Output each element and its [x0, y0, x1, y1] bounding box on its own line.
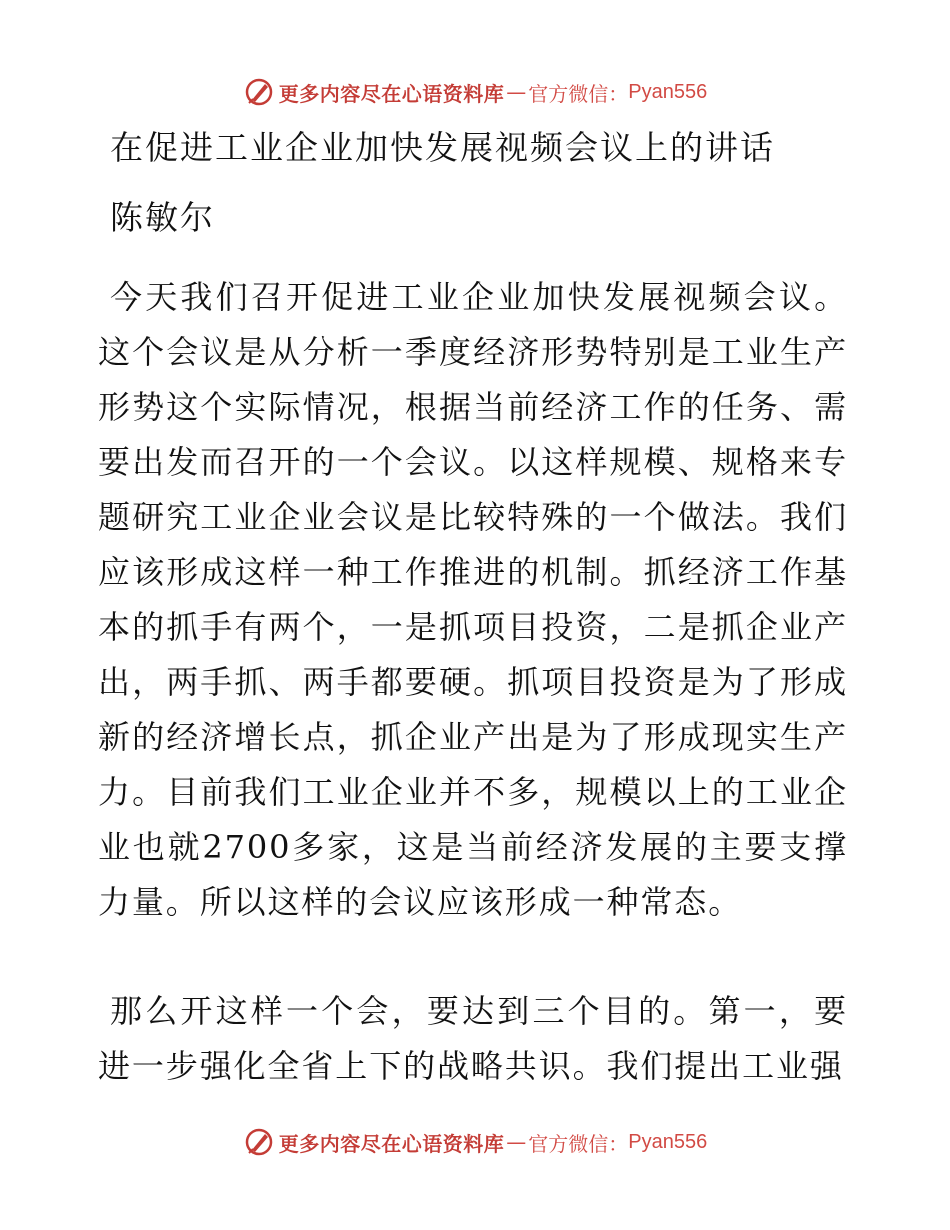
watermark-banner-top: [0, 72, 950, 112]
watermark-separator: —: [506, 1130, 527, 1154]
watermark-wechat-label: 官方微信：: [528, 1131, 629, 1156]
body-paragraph: 那么开这样一个会，要达到三个目的。第一，要进一步强化全省上下的战略共识。我们提出工业强: [98, 992, 848, 1085]
quill-logo-icon: [243, 76, 275, 108]
watermark-site-text: 更多内容尽在心语资料库: [278, 81, 505, 106]
body-paragraph: 今天我们召开促进工业企业加快发展视频会议。这个会议是从分析一季度经济形势特别是工业生产形势这个实际情况，根据当前经济工作的任务、需要出发而召开的一个会议。以这样规模、规格来专题研究工业企业会议是比较特殊的一个做法。我们应该形成这样一种工作推进的机制。抓经济工作基本的抓手有两个，一是抓项目投资，二是抓企业产出，两手抓、两手都要硬。抓项目投资是为了形成新的经济增长点，抓企业产出是为了形成现实生产力。目前我们工业企业并不多，规模以上的工业企业也就2700多家，这是当前经济发展的主要支撑力量。所以这样的会议应该形成一种常态。: [98, 278, 848, 921]
watermark-wechat-label: 官方微信：: [528, 81, 629, 106]
watermark-site-text: 更多内容尽在心语资料库: [278, 1131, 505, 1156]
document-author: 陈敏尔: [110, 198, 215, 237]
quill-logo-icon: [243, 1126, 275, 1158]
document-title: 在促进工业企业加快发展视频会议上的讲话: [110, 128, 775, 167]
watermark-wechat-id: Pyan556: [628, 1130, 708, 1153]
watermark-separator: —: [506, 80, 527, 104]
watermark-wechat-id: Pyan556: [628, 80, 708, 103]
watermark-banner-bottom: [0, 1122, 950, 1162]
